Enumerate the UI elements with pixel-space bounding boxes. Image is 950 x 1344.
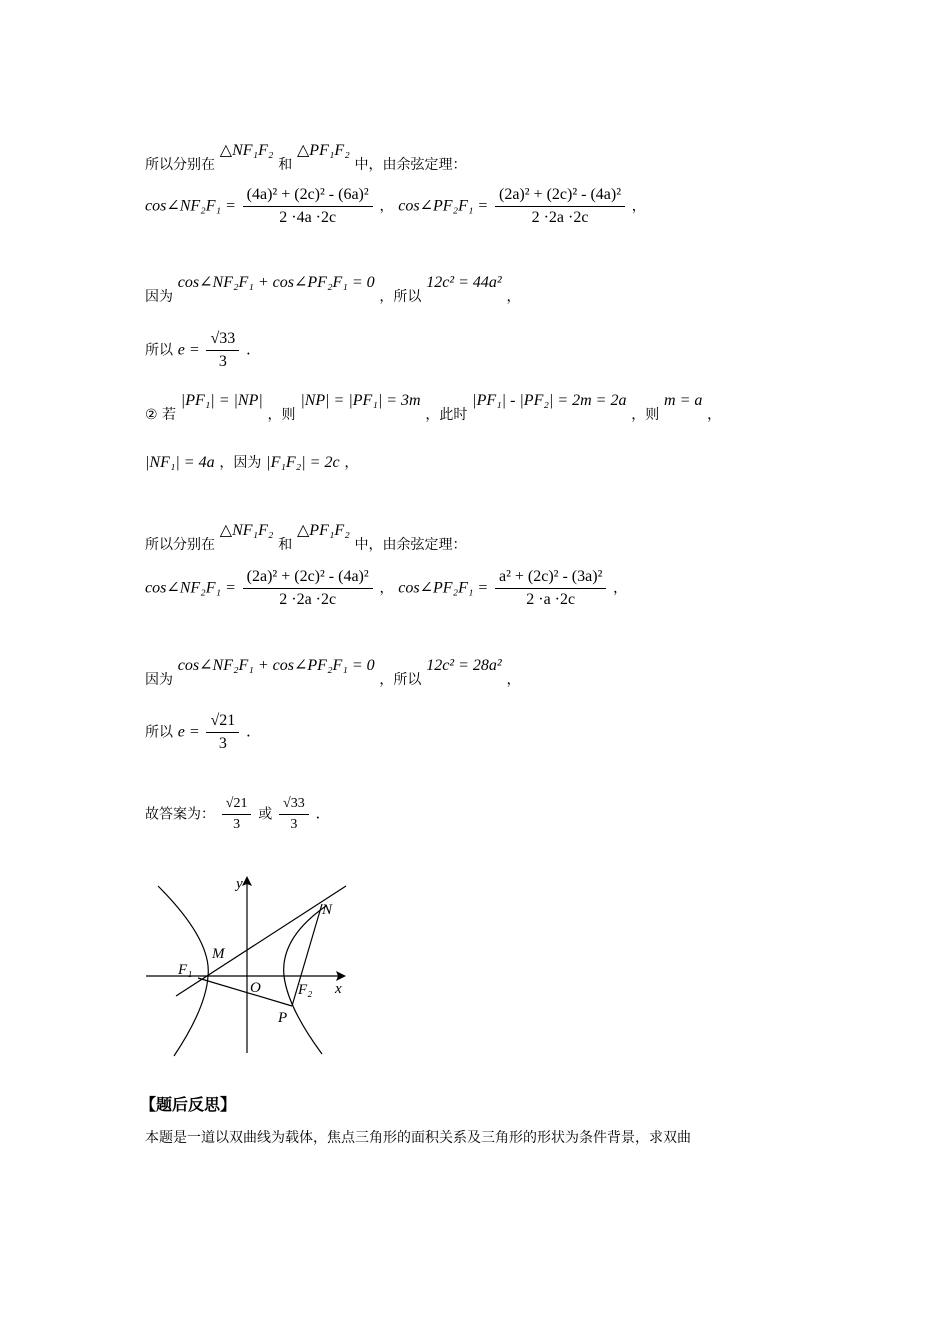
text: ， xyxy=(344,455,359,471)
text: ， xyxy=(707,407,722,423)
line-triangles-1 xyxy=(145,140,467,174)
denominator: 3 xyxy=(218,735,227,752)
label-x: x xyxy=(335,981,342,997)
numerator: a² + (2c)² - (3a)² xyxy=(495,568,606,589)
label-m: M xyxy=(212,946,225,962)
text: 所以分别在 xyxy=(145,157,215,173)
label-n: N xyxy=(322,902,333,918)
hyperbola-right-branch xyxy=(284,906,326,1054)
label-f1: F₁ xyxy=(178,962,193,978)
line-eccentricity-2 xyxy=(145,712,251,753)
math-result: 12c² = 44a² xyxy=(426,274,502,291)
hyperbola-figure xyxy=(140,868,360,1058)
segment-f1-p xyxy=(198,978,292,1006)
math-cos-n: cos∠NF₂F₁ = xyxy=(145,579,236,597)
line-sum-1 xyxy=(145,272,520,306)
text: ， xyxy=(506,289,521,305)
section-heading: 【题后反思】 xyxy=(140,1095,237,1114)
math-cos-p: cos∠PF₂F₁ = xyxy=(398,579,489,597)
text: ，所以 xyxy=(379,672,422,688)
fraction xyxy=(243,568,373,609)
math-result: 12c² = 28a² xyxy=(426,657,502,674)
text: ，因为 xyxy=(219,455,262,471)
line-triangles-2 xyxy=(145,520,467,554)
text: 和 xyxy=(278,537,293,553)
fraction xyxy=(206,330,239,371)
math-cos-sum: cos∠NF₂F₁ + cos∠PF₂F₁ = 0 xyxy=(177,657,375,674)
label-f2: F₂ xyxy=(298,982,313,998)
math-difference: |PF₁| - |PF₂| = 2m = 2a xyxy=(472,392,627,409)
text: 因为 xyxy=(145,289,173,305)
text: 所以分别在 xyxy=(145,537,215,553)
fraction xyxy=(495,568,606,609)
line-eccentricity-1 xyxy=(145,330,251,371)
denominator: 2 ·a ·2c xyxy=(526,591,576,608)
text: 因为 xyxy=(145,672,173,688)
text: 所以 xyxy=(145,342,173,359)
math-cos-n: cos∠NF₂F₁ = xyxy=(145,197,236,215)
denominator: 2 ·2a ·2c xyxy=(279,591,337,608)
math-condition: |PF₁| = |NP| xyxy=(180,392,263,409)
label-y: y xyxy=(236,876,243,892)
text: 和 xyxy=(278,157,293,173)
text: ， xyxy=(379,198,394,215)
fraction xyxy=(206,712,239,753)
line-lengths-2 xyxy=(145,452,358,472)
fraction xyxy=(222,796,252,833)
math-cos-p: cos∠PF₂F₁ = xyxy=(398,197,489,215)
numerator: √21 xyxy=(222,796,252,815)
math-e: e = xyxy=(177,723,200,741)
text: ， xyxy=(613,580,628,597)
numerator: √33 xyxy=(279,796,309,815)
label-o: O xyxy=(250,980,261,996)
text: ， xyxy=(631,198,646,215)
line-answer xyxy=(145,796,320,833)
line-case-2 xyxy=(145,392,721,424)
reflection-paragraph: 本题是一道以双曲线为载体，焦点三角形的面积关系及三角形的形状为条件背景，求双曲 xyxy=(145,1130,691,1146)
text: ， xyxy=(506,672,521,688)
math-nf1: |NF₁| = 4a xyxy=(145,454,215,471)
label-p: P xyxy=(278,1010,288,1026)
denominator: 2 ·2a ·2c xyxy=(531,209,589,226)
math-m: m = a xyxy=(664,392,703,409)
text: . xyxy=(246,340,251,359)
text: . xyxy=(315,804,321,823)
math-cos-sum: cos∠NF₂F₁ + cos∠PF₂F₁ = 0 xyxy=(177,274,375,291)
text: 中，由余弦定理： xyxy=(354,537,467,553)
denominator: 2 ·4a ·2c xyxy=(279,209,337,226)
text: ，此时 xyxy=(425,407,468,423)
text: 故答案为： xyxy=(145,806,215,823)
math-e: e = xyxy=(177,341,200,359)
text: ， xyxy=(379,580,394,597)
line-cosine-1 xyxy=(145,186,646,227)
fraction xyxy=(243,186,373,227)
numerator: (2a)² + (2c)² - (4a)² xyxy=(243,568,373,589)
numerator: √33 xyxy=(206,330,239,351)
fraction xyxy=(495,186,625,227)
math-triangle-pf1f2: △PF₁F₂ xyxy=(297,522,350,539)
numerator: (4a)² + (2c)² - (6a)² xyxy=(243,186,373,207)
text: 所以 xyxy=(145,724,173,741)
text: ，所以 xyxy=(379,289,422,305)
math-triangle-nf1f2: △NF₁F₂ xyxy=(219,522,274,539)
text: ，则 xyxy=(631,407,660,423)
text: ，则 xyxy=(267,407,296,423)
math-f1f2: |F₁F₂| = 2c xyxy=(266,454,340,471)
text: 中，由余弦定理： xyxy=(354,157,467,173)
text: . xyxy=(246,722,251,741)
text: 或 xyxy=(258,806,273,823)
line-sum-2 xyxy=(145,655,520,689)
numerator: √21 xyxy=(206,712,239,733)
denominator: 3 xyxy=(290,817,298,832)
text: ② 若 xyxy=(145,407,177,423)
denominator: 3 xyxy=(218,353,227,370)
math-triangle-pf1f2: △PF₁F₂ xyxy=(297,142,350,159)
math-np: |NP| = |PF₁| = 3m xyxy=(300,392,421,409)
line-cosine-2 xyxy=(145,568,627,609)
numerator: (2a)² + (2c)² - (4a)² xyxy=(495,186,625,207)
denominator: 3 xyxy=(233,817,241,832)
fraction xyxy=(279,796,309,833)
math-triangle-nf1f2: △NF₁F₂ xyxy=(219,142,274,159)
